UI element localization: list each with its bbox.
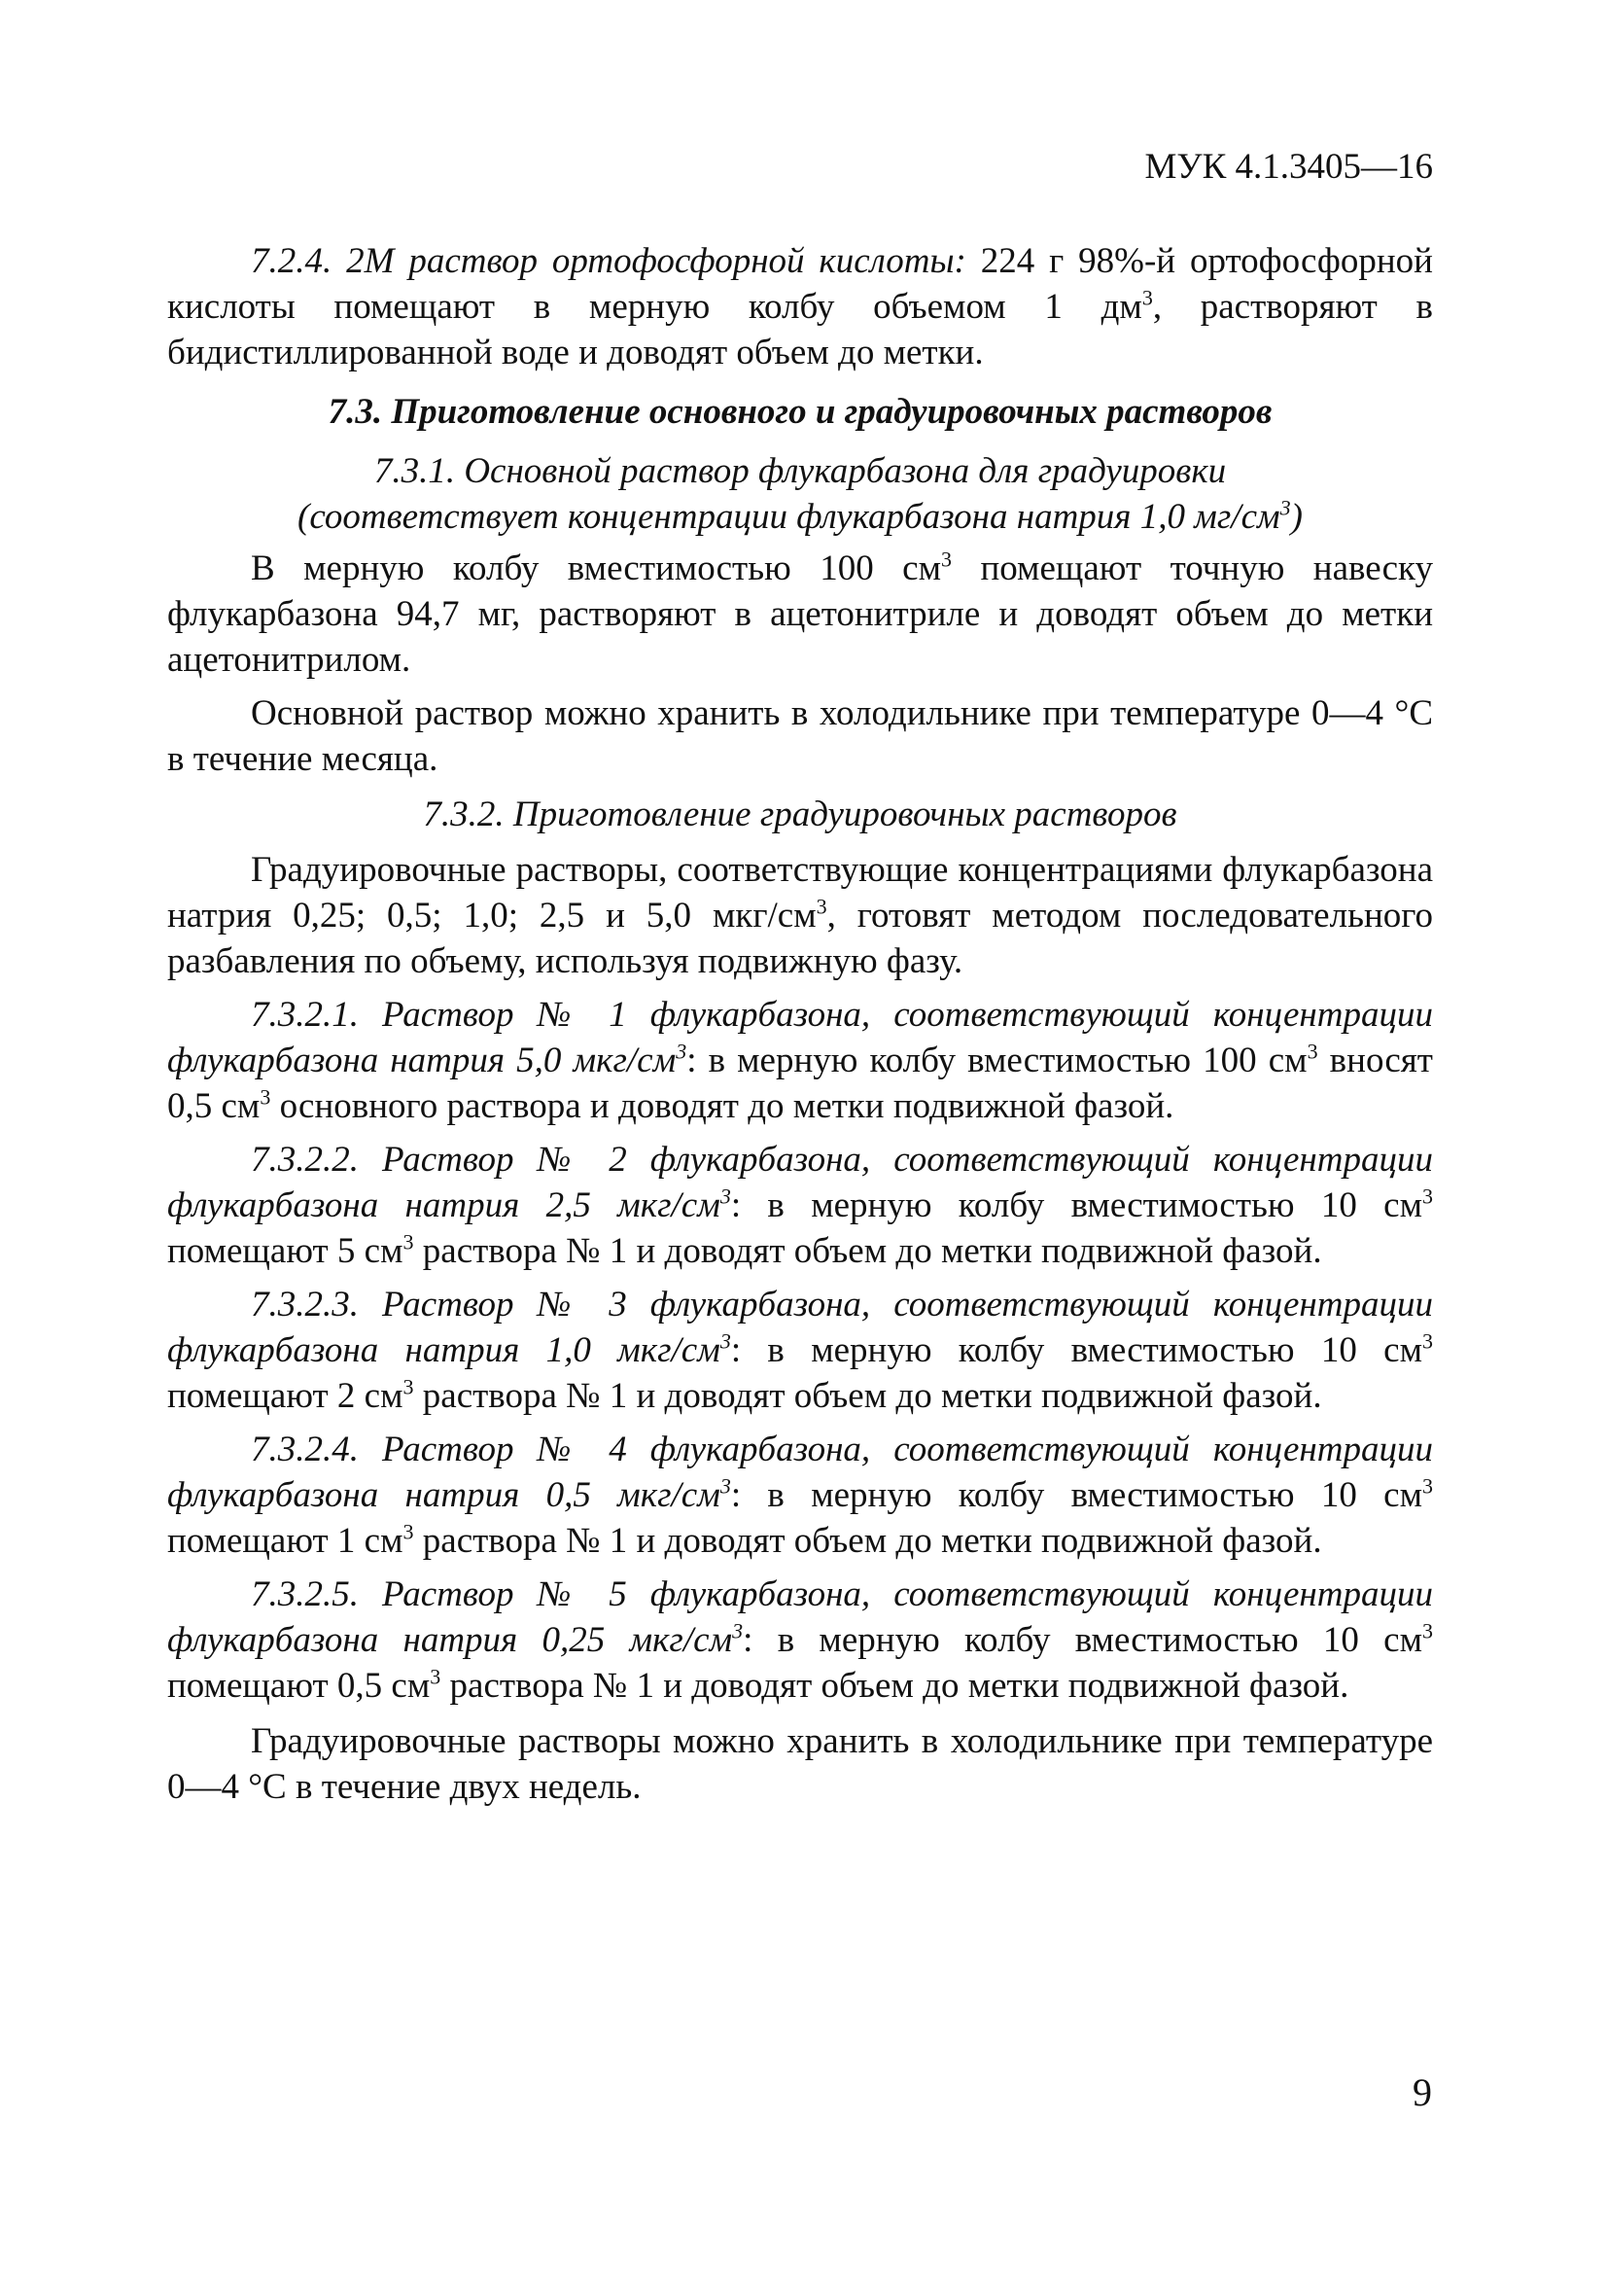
section-heading-7-3: 7.3. Приготовление основного и градуировочных растворов bbox=[328, 392, 1273, 432]
paragraph-solution-5 bbox=[167, 1572, 1433, 1709]
paragraph-text: раствора № 1 и доводят объем до метки подвижной фазой. bbox=[440, 1666, 1349, 1706]
paragraph-text: Градуировочные растворы, соответствующие концентрациями флукарбазона натрия 0,25; 0,5; 1,0; 2,5 и 5,0 мкг/см bbox=[167, 850, 1433, 936]
paragraph-solution-3 bbox=[167, 1282, 1433, 1419]
superscript: 3 bbox=[1421, 1183, 1433, 1209]
paragraph-7-2-4 bbox=[167, 238, 1433, 375]
paragraph-text: : в мерную колбу вместимостью 10 см bbox=[730, 1475, 1422, 1515]
paragraph-text: помещают 0,5 см bbox=[167, 1666, 431, 1706]
superscript: 3 bbox=[719, 1183, 731, 1209]
solution-title: Раствор № 2 флукарбазона, соответствующий концентрации флукарбазона натрия 2,5 мкг/см bbox=[167, 1140, 1434, 1225]
heading-line: 7.3.1. Основной раствор флукарбазона для градуировки bbox=[373, 451, 1227, 491]
heading-line: (соответствует концентрации флукарбазона натрия 1,0 мг/см bbox=[297, 497, 1280, 537]
paragraph-text: : в мерную колбу вместимостью 10 см bbox=[730, 1185, 1422, 1225]
superscript: 3 bbox=[732, 1618, 744, 1643]
paragraph-text: помещают точную навеску флукарбазона 94,7 мг, растворяют в ацетонитриле и доводят объем до метки ацетонитрилом. bbox=[167, 548, 1434, 680]
solution-title: Раствор № 4 флукарбазона, соответствующий концентрации флукарбазона натрия 0,5 мкг/см bbox=[167, 1430, 1434, 1515]
superscript: 3 bbox=[719, 1473, 731, 1499]
paragraph-solution-1 bbox=[167, 992, 1433, 1129]
section-title: 2М раствор ортофосфорной кислоты: bbox=[346, 241, 966, 281]
solution-title: Раствор № 5 флукарбазона, соответствующий концентрации флукарбазона натрия 0,25 мкг/см bbox=[167, 1574, 1434, 1660]
subsection-heading-7-3-1 bbox=[167, 448, 1433, 540]
page-number: 9 bbox=[1413, 2070, 1432, 2114]
document-code: МУК 4.1.3405—16 bbox=[1144, 147, 1433, 187]
paragraph-text: вносят 0,5 см bbox=[167, 1041, 1433, 1126]
paragraph-text: раствора № 1 и доводят объем до метки подвижной фазой. bbox=[413, 1376, 1322, 1416]
solution-title: Раствор № 3 флукарбазона, соответствующий концентрации флукарбазона натрия 1,0 мкг/см bbox=[167, 1285, 1434, 1370]
paragraph-solution-4 bbox=[167, 1427, 1433, 1564]
paragraph-solution-2 bbox=[167, 1137, 1433, 1274]
paragraph-text: раствора № 1 и доводят объем до метки подвижной фазой. bbox=[413, 1231, 1322, 1271]
paragraph-text: : в мерную колбу вместимостью 10 см bbox=[730, 1330, 1422, 1370]
solution-title: Раствор № 1 флукарбазона, соответствующий концентрации флукарбазона натрия 5,0 мкг/см bbox=[167, 995, 1434, 1080]
solution-number: 7.3.2.4. bbox=[251, 1430, 359, 1469]
paragraph-7-3-1-body bbox=[167, 546, 1433, 683]
paragraph-text: помещают 5 см bbox=[167, 1231, 403, 1271]
superscript: 3 bbox=[402, 1374, 414, 1399]
superscript: 3 bbox=[1421, 1618, 1433, 1643]
superscript: 3 bbox=[816, 894, 827, 919]
paragraph-text: раствора № 1 и доводят объем до метки подвижной фазой. bbox=[413, 1521, 1322, 1561]
paragraph-text: , растворяют в бидистиллированной воде и доводят объем до метки. bbox=[167, 287, 1433, 372]
solution-number: 7.3.2.2. bbox=[251, 1140, 359, 1180]
paragraph-storage-stock: Основной раствор можно хранить в холодильнике при температуре 0—4 °С в течение месяца. bbox=[167, 693, 1433, 779]
superscript: 3 bbox=[1141, 285, 1153, 310]
superscript: 3 bbox=[676, 1039, 687, 1064]
superscript: 3 bbox=[1421, 1328, 1433, 1354]
superscript: 3 bbox=[402, 1519, 414, 1544]
section-number: 7.2.4. bbox=[251, 241, 332, 281]
paragraph-7-3-2-intro bbox=[167, 847, 1433, 984]
paragraph-text: В мерную колбу вместимостью 100 см bbox=[251, 548, 941, 588]
paragraph-text: 224 г 98%-й ортофосфорной кислоты помещают в мерную колбу объемом 1 дм bbox=[167, 241, 1433, 327]
superscript: 3 bbox=[1307, 1039, 1318, 1064]
superscript: 3 bbox=[1421, 1473, 1433, 1499]
paragraph-text: : в мерную колбу вместимостью 10 см bbox=[743, 1620, 1422, 1660]
superscript: 3 bbox=[719, 1328, 731, 1354]
superscript: 3 bbox=[1279, 495, 1291, 520]
solution-number: 7.3.2.3. bbox=[251, 1285, 359, 1325]
paragraph-text: помещают 1 см bbox=[167, 1521, 403, 1561]
solution-number: 7.3.2.1. bbox=[251, 995, 359, 1035]
paragraph-text: : в мерную колбу вместимостью 100 см bbox=[686, 1041, 1308, 1080]
superscript: 3 bbox=[260, 1084, 271, 1110]
superscript: 3 bbox=[402, 1229, 414, 1254]
heading-line-end: ) bbox=[1290, 497, 1303, 537]
superscript: 3 bbox=[430, 1664, 441, 1689]
solution-number: 7.3.2.5. bbox=[251, 1574, 359, 1614]
paragraph-text: основного раствора и доводят до метки подвижной фазой. bbox=[270, 1086, 1174, 1126]
paragraph-text: помещают 2 см bbox=[167, 1376, 403, 1416]
paragraph-text: , готовят методом последовательного разбавления по объему, используя подвижную фазу. bbox=[167, 896, 1433, 981]
page-body bbox=[167, 146, 1433, 1818]
paragraph-storage-calibration: Градуировочные растворы можно хранить в холодильнике при температуре 0—4 °С в течение двух недель. bbox=[167, 1721, 1433, 1807]
subsection-heading-7-3-2: 7.3.2. Приготовление градуировочных растворов bbox=[423, 795, 1177, 834]
superscript: 3 bbox=[941, 547, 952, 572]
